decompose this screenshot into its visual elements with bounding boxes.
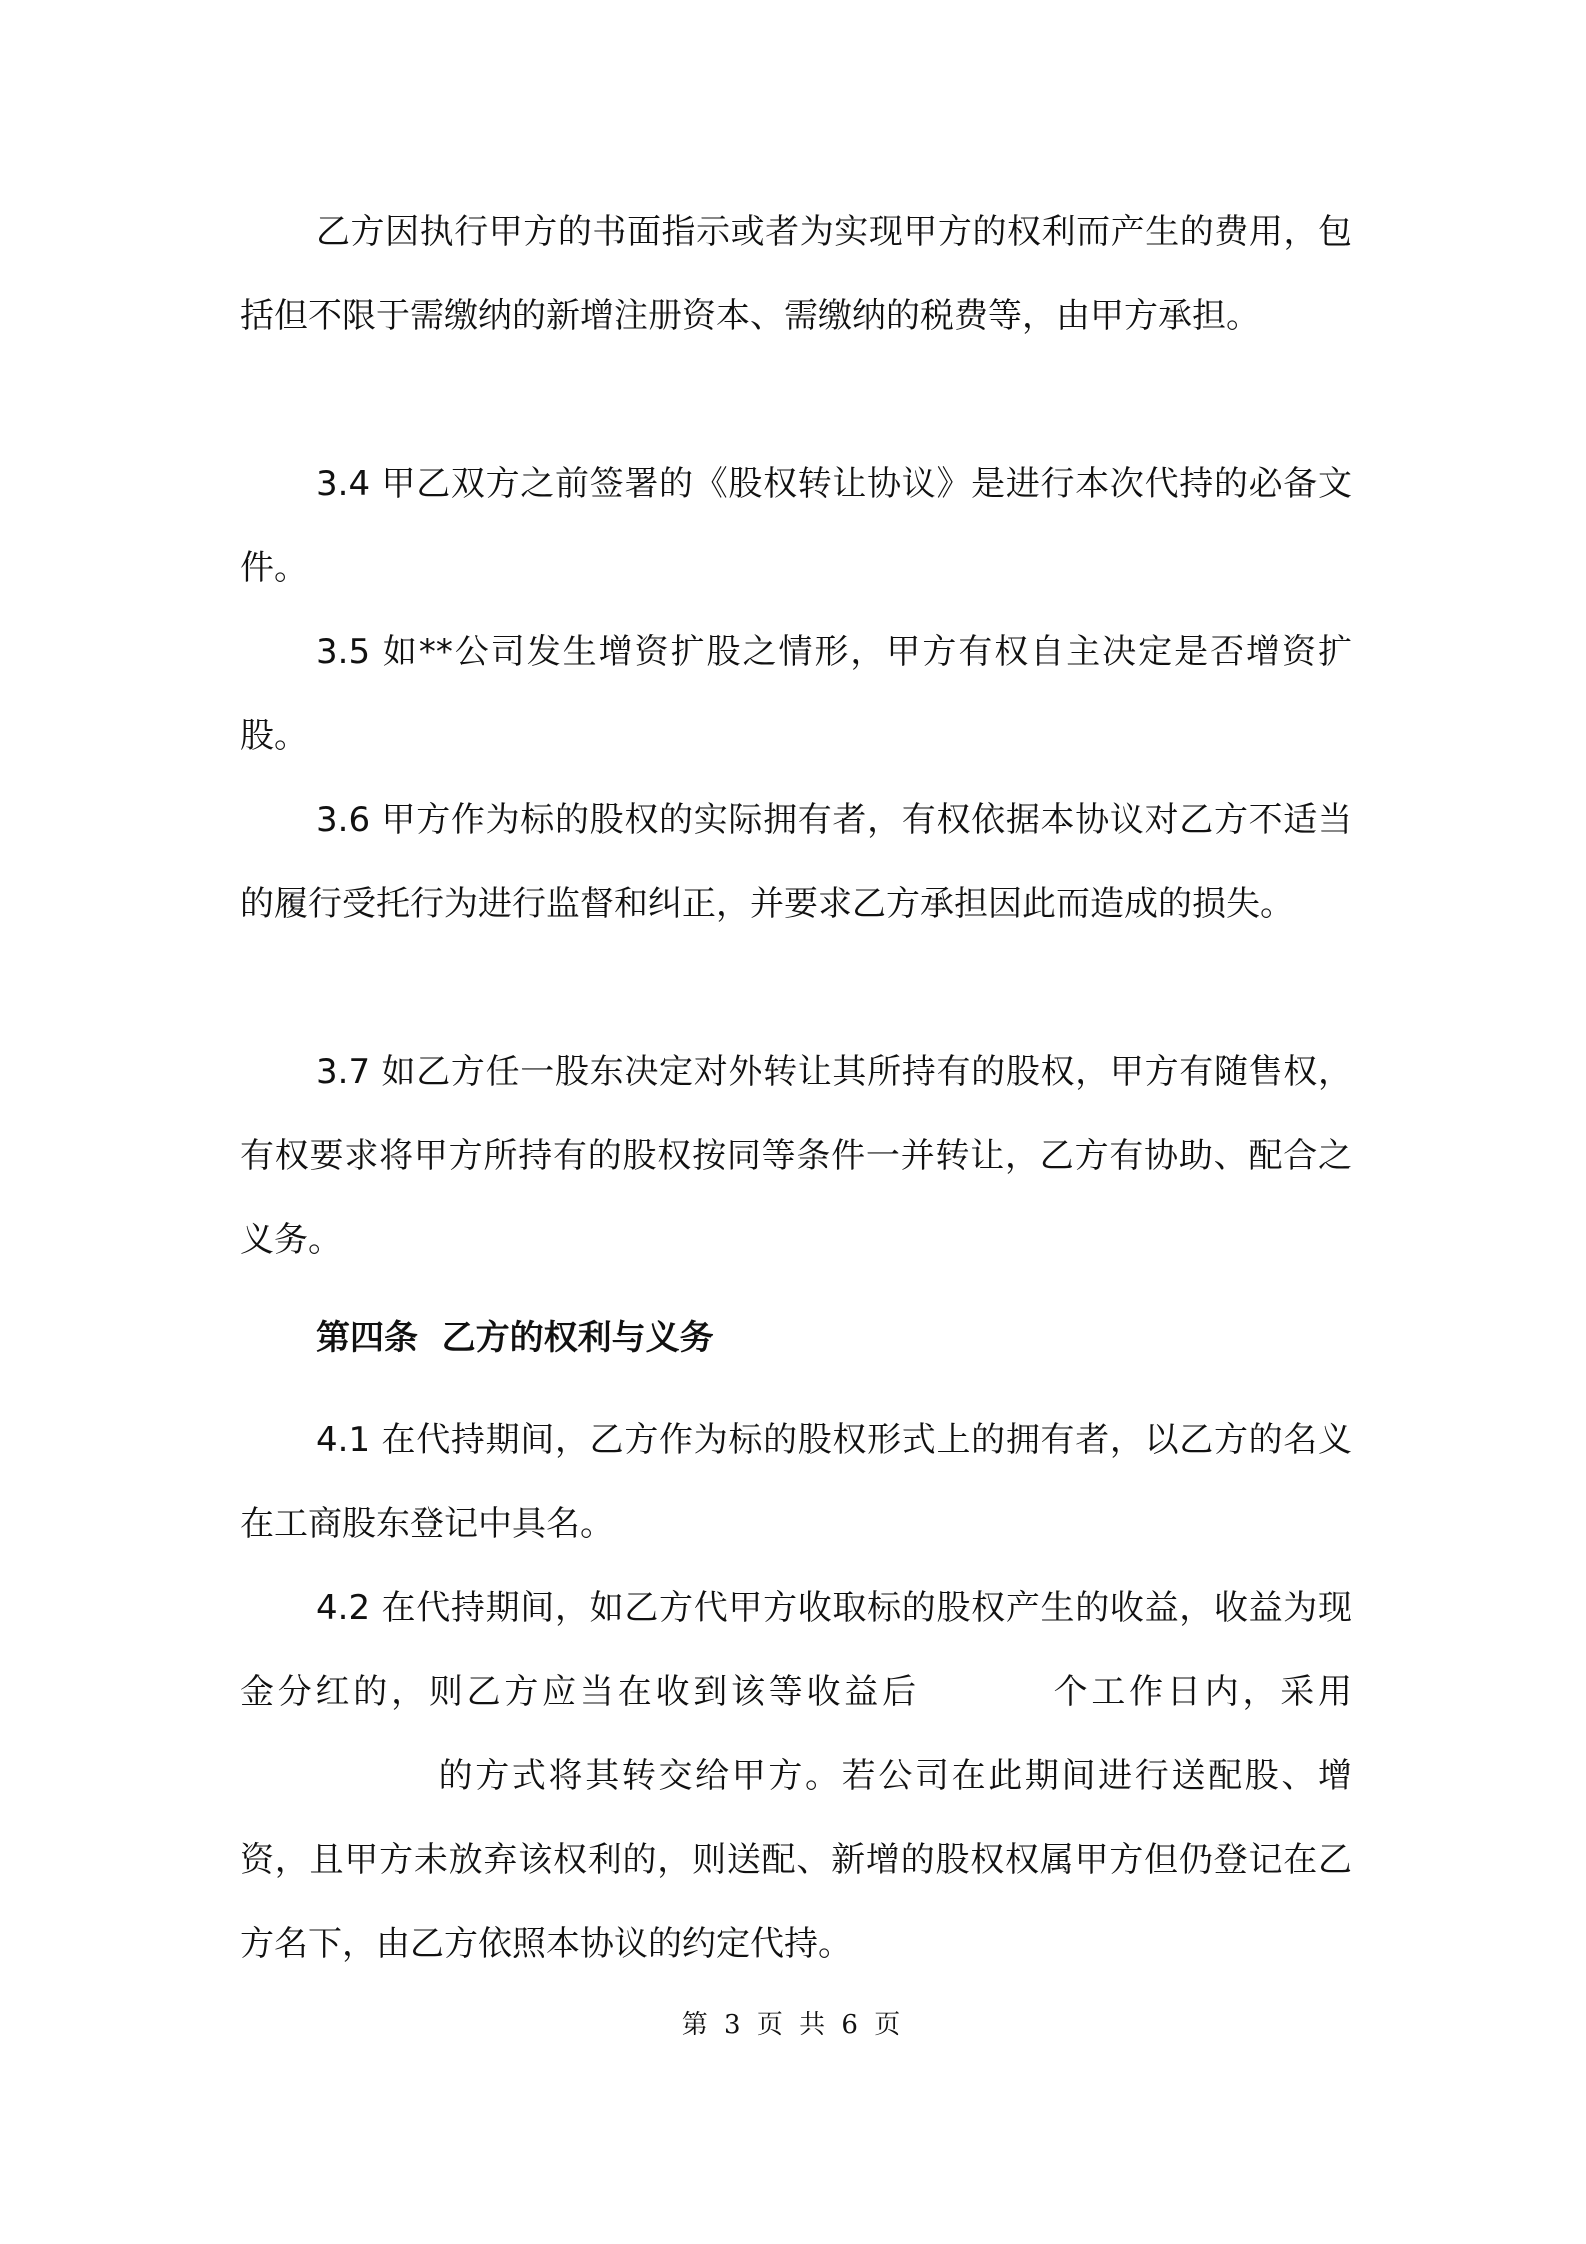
section-heading-article-4: 第四条 乙方的权利与义务 [316,1318,714,1358]
paragraph-4-2 [240,1566,1352,1986]
paragraph-4-1: 4.1 在代持期间，乙方作为标的股权形式上的拥有者，以乙方的名义在工商股东登记中具名。 [240,1420,1352,1544]
paragraph-4-2-part1: 4.2 在代持期间，如乙方代甲方收取标的股权产生的收益，收益为现金分红的，则乙方应当在收到该等收益后 [240,1588,1352,1712]
paragraph-3-7: 3.7 如乙方任一股东决定对外转让其所持有的股权，甲方有随售权，有权要求将甲方所持有的股权按同等条件一并转让，乙方有协助、配合之义务。 [240,1052,1352,1260]
paragraph-4-2-part3: 的方式将其转交给甲方。若公司在此期间进行送配股、增资，且甲方未放弃该权利的，则送配、新增的股权权属甲方但仍登记在乙方名下，由乙方依照本协议的约定代持。 [240,1756,1352,1964]
paragraph-3-6: 3.6 甲方作为标的股权的实际拥有者，有权依据本协议对乙方不适当的履行受托行为进行监督和纠正，并要求乙方承担因此而造成的损失。 [240,800,1352,924]
paragraph-4-2-part2: 个工作日内，采用 [1049,1672,1353,1712]
page-footer: 第 3 页 共 6 页 [681,2010,905,2040]
paragraph-3-4: 3.4 甲乙双方之前签署的《股权转让协议》是进行本次代持的必备文件。 [240,464,1352,588]
paragraph-3-5: 3.5 如**公司发生增资扩股之情形，甲方有权自主决定是否增资扩股。 [240,632,1352,756]
paragraph-expenses: 乙方因执行甲方的书面指示或者为实现甲方的权利而产生的费用，包括但不限于需缴纳的新增注册资本、需缴纳的税费等，由甲方承担。 [240,212,1352,336]
